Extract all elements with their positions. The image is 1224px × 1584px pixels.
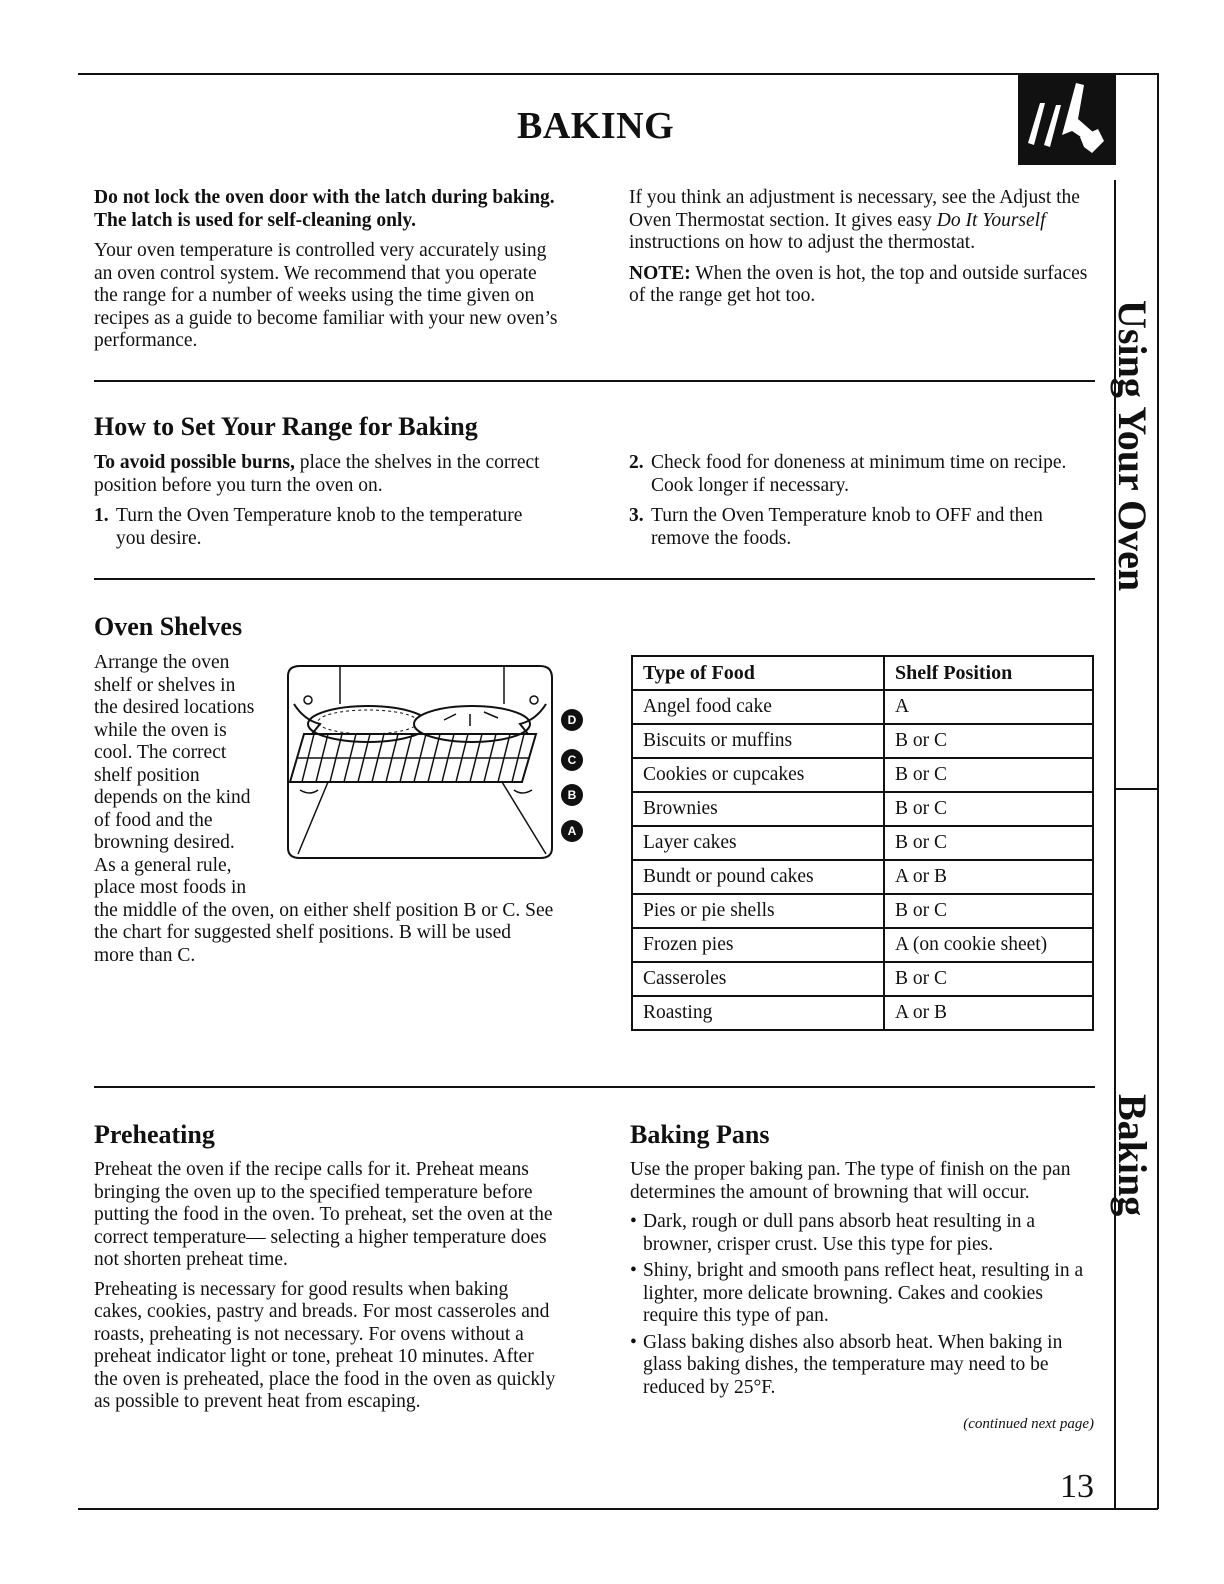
step-3-number: 3. [629,505,644,526]
position-cell: B or C [884,792,1093,826]
step-1-number: 1. [94,505,109,526]
position-cell: A or B [884,860,1093,894]
position-cell: B or C [884,826,1093,860]
burn-caution-text: place the shelves in the correct position before you turn the oven on. [94,452,540,496]
set-range-heading: How to Set Your Range for Baking [94,412,478,441]
food-cell: Frozen pies [632,928,884,962]
shelves-line: cool. The correct [94,742,227,763]
table-row [632,860,1093,894]
shelf-label-d: D [561,709,583,731]
shelf-label-a: A [561,820,583,842]
oven-icon [1018,73,1116,165]
step-2-text: Check food for doneness at minimum time on recipe. Cook longer if necessary. [651,452,1067,496]
food-cell: Angel food cake [632,690,884,724]
side-tab-baking: Baking [1110,1094,1155,1217]
adjust-paragraph [629,187,1099,255]
table-row [632,894,1093,928]
step-2 [629,452,1069,497]
list-item: • Glass baking dishes also absorb heat. When baking in glass baking dishes, the temperature may need to be reduced by 25°F. [630,1332,1098,1400]
step-2-number: 2. [629,452,644,473]
table-row [632,962,1093,996]
note-text: When the oven is hot, the top and outside surfaces of the range get hot too. [629,262,1088,306]
table-row [632,724,1093,758]
oven-shelves-heading: Oven Shelves [94,612,243,641]
bottom-rule [78,1508,1158,1510]
position-cell: A or B [884,996,1093,1030]
burn-caution [94,452,554,497]
shelf-label-b: B [561,784,583,806]
page-title: BAKING [517,105,675,147]
table-row [632,690,1093,724]
burn-caution-bold: To avoid possible burns, [94,452,295,473]
do-it-yourself-text: Do It Yourself [936,209,1046,231]
list-item: • Dark, rough or dull pans absorb heat resulting in a browner, crisper crust. Use this type for pies. [630,1211,1098,1256]
baking-pans-list [630,1211,1098,1399]
note-paragraph [629,263,1099,308]
shelves-line: Arrange the oven [94,652,230,673]
baking-pans-heading: Baking Pans [630,1120,770,1149]
shelves-line: place most foods in [94,877,247,898]
table-header-row [632,656,1093,690]
right-border [1157,73,1159,1509]
shelves-line: As a general rule, [94,854,232,876]
shelf-position-table [631,655,1094,1031]
section-rule-1 [94,380,1095,382]
food-cell: Layer cakes [632,826,884,860]
shelves-line: browning desired. [94,832,235,853]
position-cell: B or C [884,758,1093,792]
food-cell: Pies or pie shells [632,894,884,928]
position-cell: A [884,690,1093,724]
set-range-left [94,452,554,550]
section-rule-3 [94,1086,1095,1088]
shelves-line: shelf position [94,764,200,786]
step-3 [629,505,1069,550]
preheating-paragraph-2: Preheating is necessary for good results when baking cakes, cookies, pastry and breads. For most casseroles and roasts, preheating is not necessary. For ovens without a preheat indicator light or tone, preheat 10 minutes. After the oven is preheated, place the food in the oven as quickly as possible to prevent heat from escaping. [94,1278,556,1412]
side-tab-using-your-oven: Using Your Oven [1110,300,1155,592]
continued-note: (continued next page) [963,1416,1094,1432]
food-cell: Bundt or pound cakes [632,860,884,894]
adjust-text-end: instructions on how to adjust the thermostat. [629,232,976,253]
adjust-text: If you think an adjustment is necessary, see the Adjust the Oven Thermostat section. It gives easy [629,187,1080,231]
preheating-paragraph-1: Preheat the oven if the recipe calls for it. Preheat means bringing the oven up to the specified temperature before putting the food in the oven. To preheat, set the oven at the correct temperature— selecting a higher temperature does not shorten preheat time. [94,1159,553,1270]
page-number: 13 [1060,1468,1094,1505]
shelves-text-rest: the middle of the oven, on either shelf position B or C. See the chart for suggested shelf positions. B will be used more than C. [94,899,554,966]
food-cell: Biscuits or muffins [632,724,884,758]
table-row [632,792,1093,826]
step-1 [94,505,554,550]
position-cell: B or C [884,724,1093,758]
tab-separator [1114,788,1158,790]
shelves-line: while the oven is [94,719,227,741]
shelves-line: of food and the [94,809,213,831]
preheating-text [94,1159,559,1414]
step-1-text: Turn the Oven Temperature knob to the temperature you desire. [116,505,523,549]
section-rule-2 [94,578,1095,580]
table-row [632,826,1093,860]
food-cell: Cookies or cupcakes [632,758,884,792]
baking-pans-text [630,1159,1098,1403]
shelves-line: shelf or shelves in [94,674,236,696]
shelves-line: depends on the kind [94,787,251,808]
table-row [632,996,1093,1030]
table-row [632,758,1093,792]
intro-left [94,187,564,353]
intro-right [629,187,1099,308]
table-row [632,928,1093,962]
preheating-heading: Preheating [94,1120,215,1149]
position-cell: B or C [884,962,1093,996]
food-cell: Roasting [632,996,884,1030]
note-label: NOTE: [629,262,691,284]
top-rule [78,73,1158,75]
shelves-line: the desired locations [94,697,255,718]
baking-pans-intro: Use the proper baking pan. The type of finish on the pan determines the amount of browning that will occur. [630,1159,1071,1203]
intro-body: Your oven temperature is controlled very accurately using an oven control system. We recommend that you operate the range for a number of weeks using the time given on recipes as a guide to become familiar with your new oven’s performance. [94,240,558,351]
step-3-text: Turn the Oven Temperature knob to OFF and then remove the foods. [651,505,1043,549]
oven-shelf-illustration [284,664,556,860]
door-latch-warning: Do not lock the oven door with the latch during baking. The latch is used for self-cleaning only. [94,187,555,231]
position-cell: B or C [884,894,1093,928]
column-header-position: Shelf Position [884,656,1093,690]
hand-icon [1018,73,1116,165]
position-cell: A (on cookie sheet) [884,928,1093,962]
food-cell: Casseroles [632,962,884,996]
column-header-food: Type of Food [632,656,884,690]
list-item: • Shiny, bright and smooth pans reflect heat, resulting in a lighter, more delicate browning. Cakes and cookies require this type of pan. [630,1260,1098,1328]
shelf-label-c: C [561,749,583,771]
set-range-right [629,452,1069,550]
food-cell: Brownies [632,792,884,826]
